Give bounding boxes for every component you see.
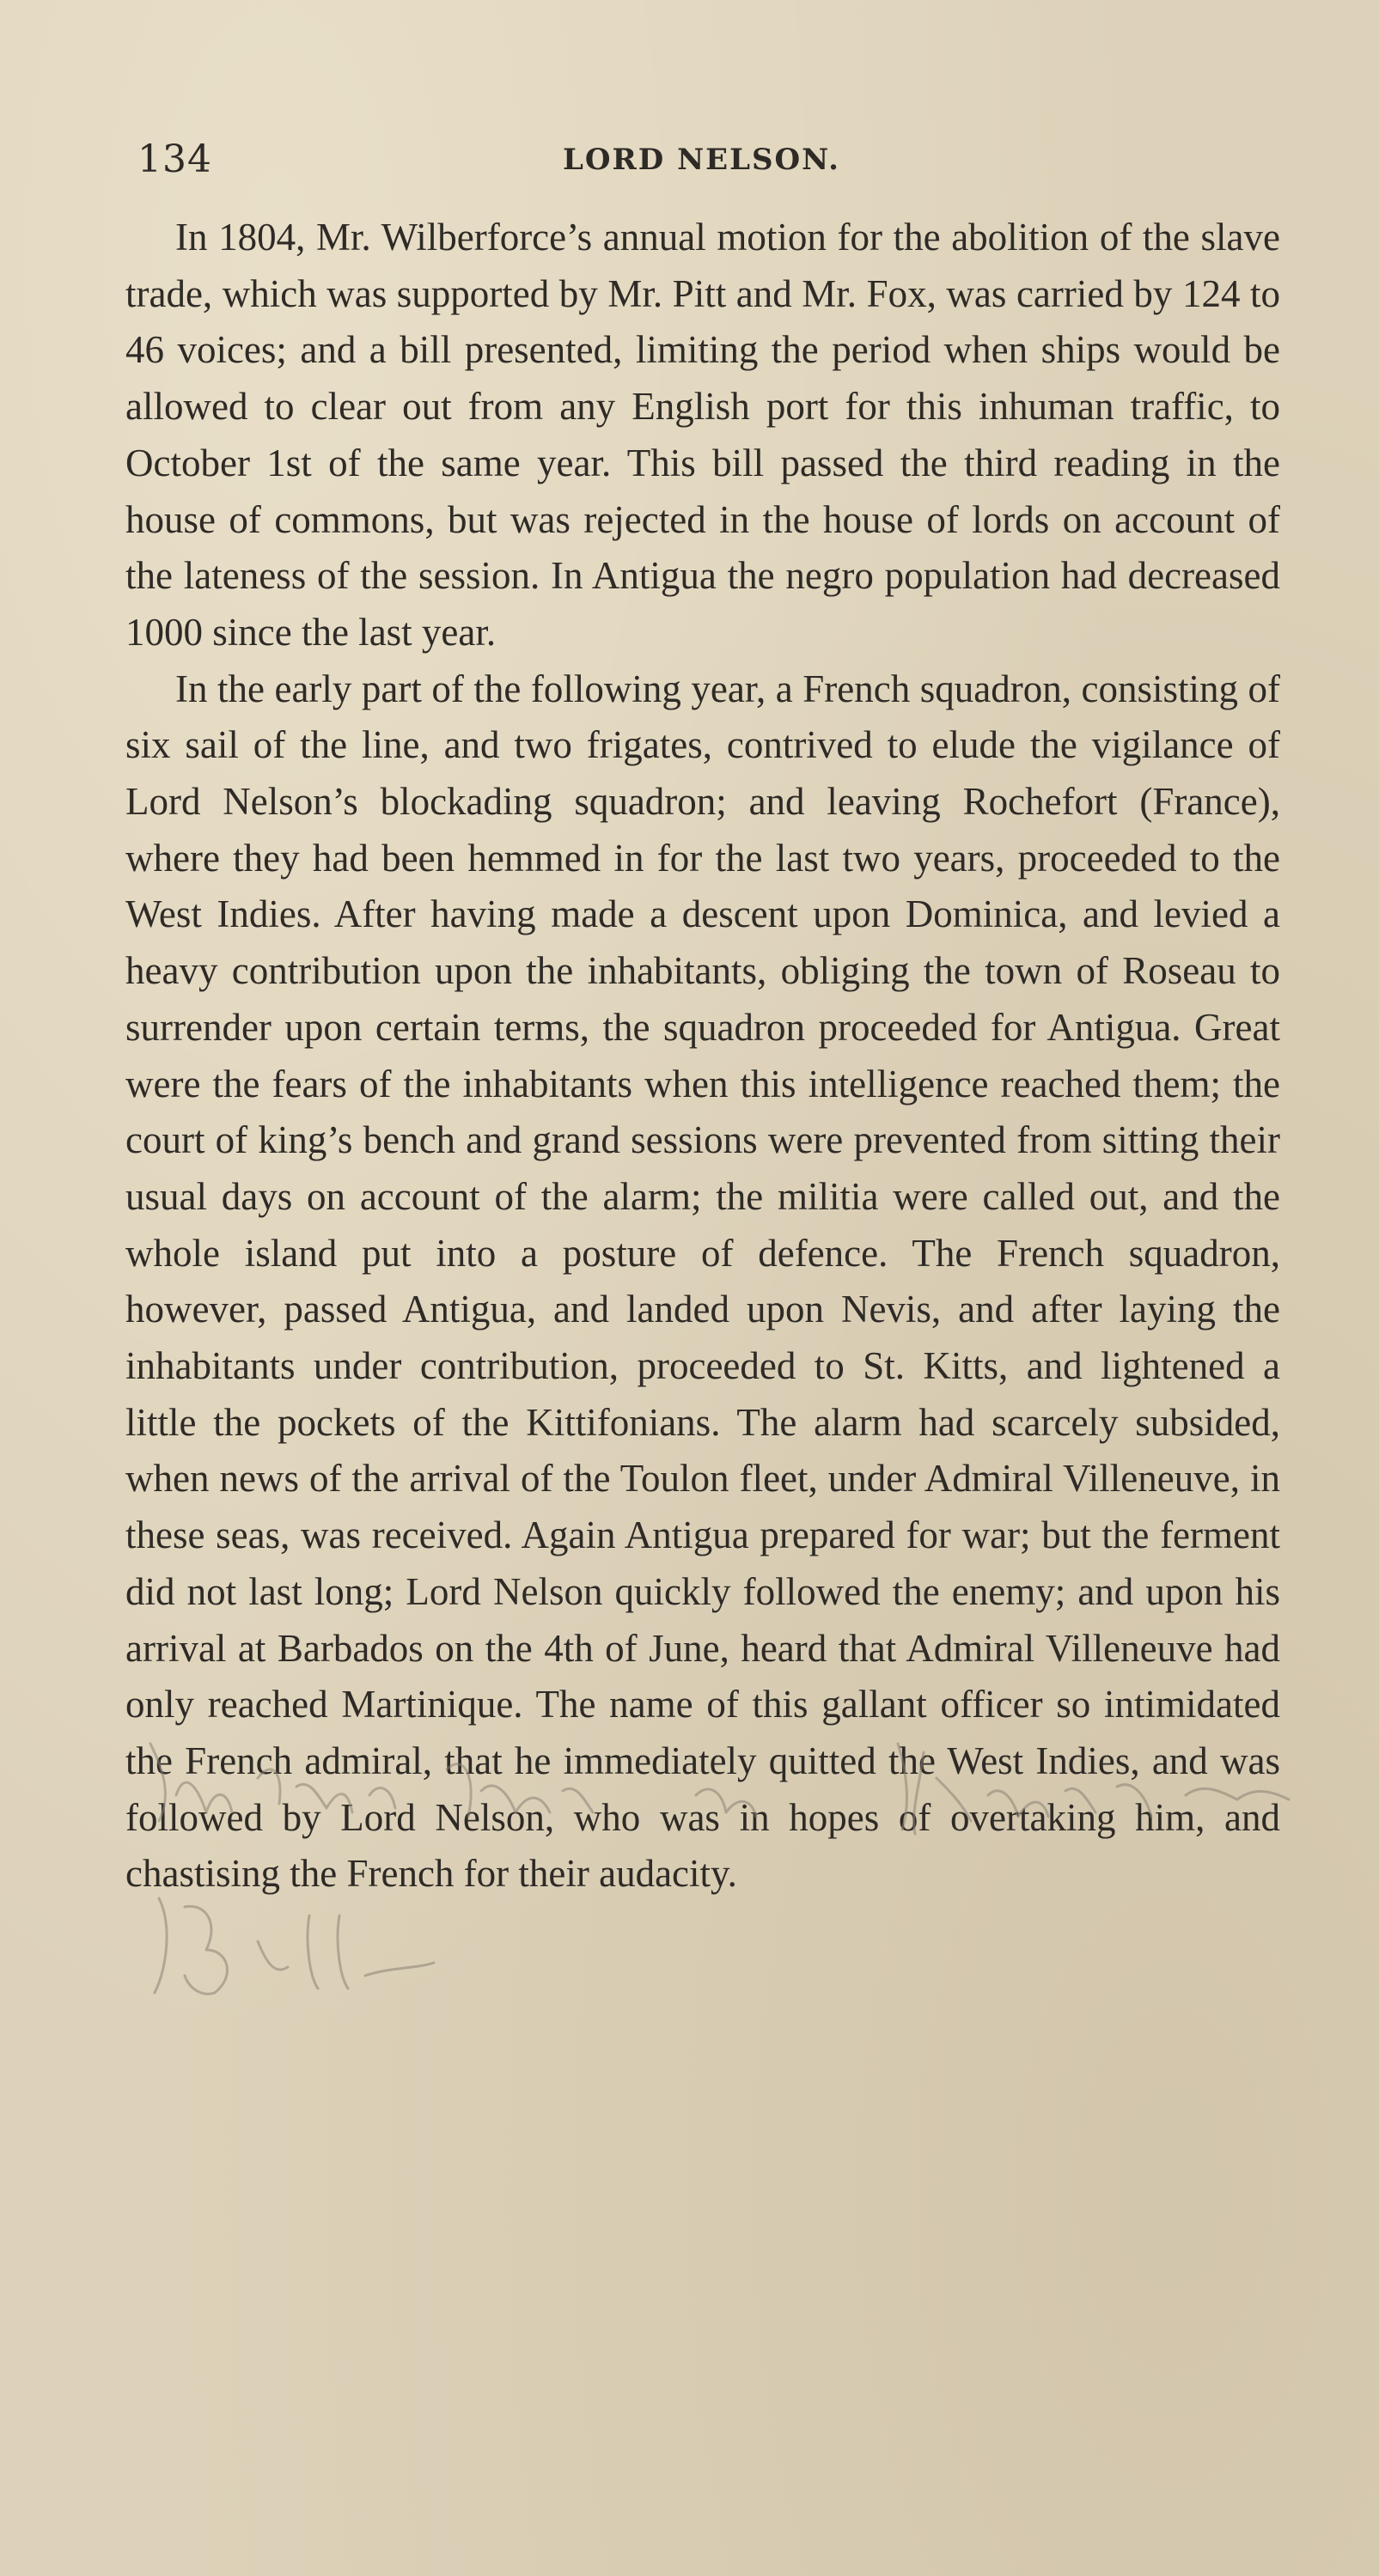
page-number: 134	[137, 137, 212, 181]
body-text	[125, 210, 1280, 1903]
page-header	[137, 137, 1289, 189]
paragraph-1: In 1804, Mr. Wilberforce’s annual motion for the abolition of the slave trade, which was supported by Mr. Pitt and Mr. Fox, was carried by 124 to 46 voices; and a bill presented, limiting the period when ships would be allowed to clear out from any English port for this inhuman traffic, to October 1st of the same year. This bill passed the third reading in the house of commons, but was rejected in the house of lords on account of the lateness of the session. In Antigua the negro population had decreased 1000 since the last year.	[125, 216, 1280, 654]
paragraph-2: In the early part of the following year, a French squadron, consisting of six sail of the line, and two frigates, contrived to elude the vigilance of Lord Nelson’s blockading squadron; and leaving Rochefort (France), where they had been hemmed in for the last two years, proceeded to the West Indies. After having made a descent upon Dominica, and levied a heavy contribution upon the inhabitants, obliging the town of Roseau to surrender upon certain terms, the squadron proceeded for Antigua. Great were the fears of the inhabitants when this intelligence reached them; the court of king’s bench and grand sessions were prevented from sitting their usual days on account of the alarm; the militia were called out, and the whole island put into a posture of defence. The French squadron, however, passed Antigua, and landed upon Nevis, and after laying the inhabitants under contribution, proceeded to St. Kitts, and lightened a little the pockets of the Kittifonians. The alarm had scarcely subsided, when news of the arrival of the Toulon fleet, under Admiral Villeneuve, in these seas, was received. Again Antigua prepared for war; but the ferment did not last long; Lord Nelson quickly followed the enemy; and upon his arrival at Barbados on the 4th of June, heard that Admiral Villeneuve had only reached Martinique. The name of this gallant officer so intimidated the French admiral, that he immediately quitted the West Indies, and was followed by Lord Nelson, who was in hopes of overtaking him, and chastising the French for their audacity.	[125, 667, 1280, 1896]
running-title: LORD NELSON.	[563, 143, 840, 177]
